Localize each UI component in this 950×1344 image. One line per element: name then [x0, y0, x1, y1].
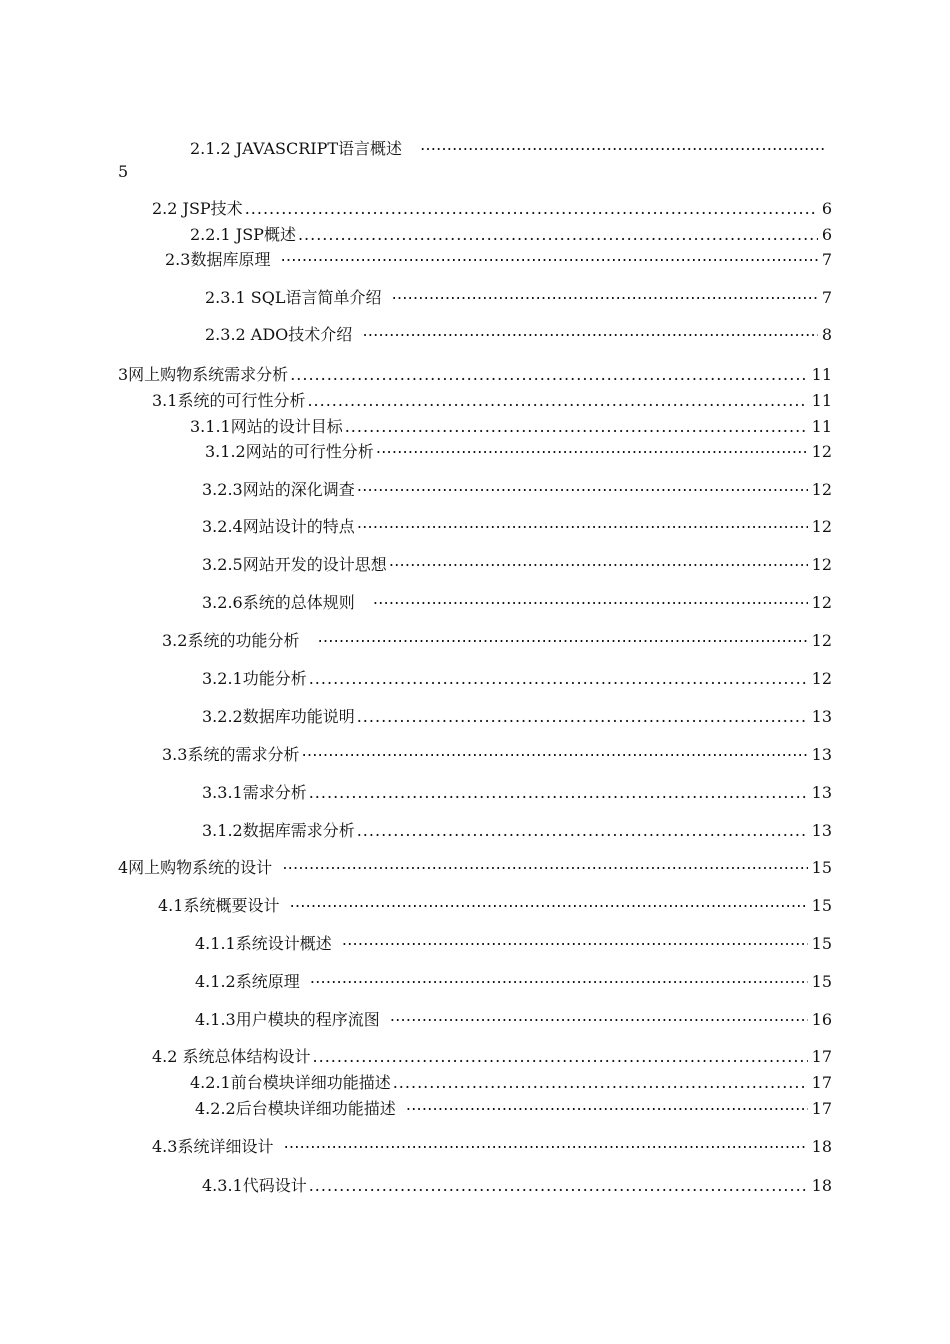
toc-entry-title: 2.2.1 JSP概述: [190, 225, 296, 244]
toc-entry: [118, 858, 832, 878]
toc-entry-title: 4.2 系统总体结构设计: [152, 1047, 311, 1066]
toc-leader: [362, 325, 818, 345]
toc-entry: [202, 480, 832, 500]
toc-leader: [301, 745, 807, 765]
toc-entry-page: 13: [811, 783, 832, 802]
toc-entry-title: 4网上购物系统的设计: [118, 858, 273, 877]
toc-leader: [307, 391, 807, 411]
toc-entry-title: 3.1.2网站的可行性分析: [205, 442, 374, 461]
toc-entry-page: 12: [811, 517, 832, 536]
toc-entry: [202, 517, 832, 537]
toc-entry-page: 12: [811, 555, 832, 574]
toc-entry-page: 12: [811, 669, 832, 688]
toc-entry-title: 4.1.1系统设计概述: [195, 934, 332, 953]
toc-leader: [309, 783, 808, 803]
toc-entry: [205, 442, 832, 462]
toc-entry-title: 3.3.1需求分析: [202, 783, 307, 802]
toc-entry-title: 3.2.2数据库功能说明: [202, 707, 355, 726]
toc-entry-page: 17: [811, 1073, 832, 1092]
toc-leader: [245, 199, 818, 219]
toc-entry-title: 4.2.1前台模块详细功能描述: [190, 1073, 391, 1092]
toc-entry-title: 3.1.1网站的设计目标: [190, 417, 343, 436]
toc-leader: [357, 707, 808, 727]
toc-entry: [152, 199, 832, 219]
toc-entry-page: 15: [811, 972, 832, 991]
toc-leader: [373, 593, 808, 613]
toc-entry: [195, 972, 832, 992]
toc-entry-title: 3.1系统的可行性分析: [152, 391, 306, 410]
toc-entry-title: 3网上购物系统需求分析: [118, 365, 289, 384]
toc-entry: [202, 707, 832, 727]
toc-entry-title: 4.3.1代码设计: [202, 1176, 307, 1195]
toc-leader: [290, 365, 807, 385]
toc-entry: [205, 325, 832, 345]
toc-entry-title: 4.2.2后台模块详细功能描述: [195, 1099, 396, 1118]
toc-leader: [392, 288, 818, 308]
toc-entry-page: 12: [811, 442, 832, 461]
toc-leader: [357, 517, 808, 537]
toc-entry-title: 2.1.2 JAVASCRIPT语言概述: [190, 139, 403, 158]
toc-leader: [309, 669, 808, 689]
toc-entry: [158, 896, 832, 916]
toc-entry: [202, 593, 832, 613]
toc-entry-page: 16: [811, 1010, 832, 1029]
toc-entry-title: 2.3.1 SQL语言简单介绍: [205, 288, 382, 307]
toc-leader: [289, 896, 807, 916]
toc-entry: [202, 1176, 832, 1196]
toc-entry-page: 6: [821, 199, 832, 218]
toc-leader: [390, 1010, 808, 1030]
toc-entry-page: 5: [118, 162, 129, 181]
toc-entry-page: 12: [811, 631, 832, 650]
toc-entry: [202, 555, 832, 575]
toc-leader: [309, 1176, 808, 1196]
toc-entry: [190, 225, 832, 245]
toc-entry-title: 4.3系统详细设计: [152, 1137, 274, 1156]
toc-entry-title: 3.2.5网站开发的设计思想: [202, 555, 387, 574]
toc-entry-page: 17: [811, 1099, 832, 1118]
toc-leader: [420, 139, 826, 159]
toc-leader: [406, 1099, 808, 1119]
toc-entry: [202, 821, 832, 841]
toc-entry: [152, 1047, 832, 1067]
toc-entry: [190, 139, 830, 159]
toc-entry: [195, 1099, 832, 1119]
toc-leader: [393, 1073, 808, 1093]
toc-entry-page: 8: [821, 325, 832, 344]
toc-leader: [283, 1137, 807, 1157]
toc-entry-page: 17: [811, 1047, 832, 1066]
toc-leader: [389, 555, 808, 575]
toc-entry: [165, 250, 832, 270]
toc-entry-page: 11: [811, 391, 832, 410]
toc-entry: [202, 669, 832, 689]
toc-leader: [280, 250, 817, 270]
toc-entry-page: 15: [811, 934, 832, 953]
toc-leader: [313, 1047, 808, 1067]
toc-leader: [376, 442, 808, 462]
toc-leader: [345, 417, 808, 437]
toc-entry-title: 2.3.2 ADO技术介绍: [205, 325, 353, 344]
toc-entry-page: 13: [811, 745, 832, 764]
toc-entry: [195, 934, 832, 954]
toc-entry-page: 15: [811, 858, 832, 877]
toc-entry: [162, 745, 832, 765]
toc-entry-page: 13: [811, 707, 832, 726]
toc-entry: [152, 391, 832, 411]
toc-entry-title: 3.2.3网站的深化调查: [202, 480, 355, 499]
toc-entry-title: 2.3数据库原理: [165, 250, 271, 269]
toc-entry: [152, 1137, 832, 1157]
toc-entry-title: 4.1系统概要设计: [158, 896, 280, 915]
toc-entry-title: 2.2 JSP技术: [152, 199, 243, 218]
toc-entry-title: 3.2.1功能分析: [202, 669, 307, 688]
toc-leader: [317, 631, 807, 651]
toc-entry-page: 12: [811, 480, 832, 499]
toc-entry-title: 3.2.4网站设计的特点: [202, 517, 355, 536]
toc-entry-page: 18: [811, 1176, 832, 1195]
toc-leader: [282, 858, 807, 878]
toc-entry: [162, 631, 832, 651]
toc-leader: [342, 934, 808, 954]
toc-entry-page: 13: [811, 821, 832, 840]
toc-entry-page: 11: [811, 417, 832, 436]
toc-entry-title: 3.2.6系统的总体规则: [202, 593, 355, 612]
toc-entry-page: 12: [811, 593, 832, 612]
toc-leader: [310, 972, 808, 992]
toc-entry-page: 7: [821, 288, 832, 307]
toc-entry-page: 7: [821, 250, 832, 269]
toc-entry-page: 18: [811, 1137, 832, 1156]
toc-leader: [357, 821, 808, 841]
toc-entry-title: 3.3系统的需求分析: [162, 745, 300, 764]
toc-entry-title: 4.1.2系统原理: [195, 972, 300, 991]
toc-leader: [357, 480, 808, 500]
toc-entry-title: 3.2系统的功能分析: [162, 631, 300, 650]
toc-entry: [190, 417, 832, 437]
toc-entry-page: 6: [821, 225, 832, 244]
toc-entry-title: 3.1.2数据库需求分析: [202, 821, 355, 840]
toc-leader: [298, 225, 818, 245]
toc-entry: [190, 1073, 832, 1093]
toc-entry: [118, 365, 832, 385]
toc-entry-page: 11: [811, 365, 832, 384]
toc-entry-page: 15: [811, 896, 832, 915]
toc-entry: [195, 1010, 832, 1030]
toc-entry: [202, 783, 832, 803]
toc-entry: [205, 288, 832, 308]
toc-entry-title: 4.1.3用户模块的程序流图: [195, 1010, 380, 1029]
